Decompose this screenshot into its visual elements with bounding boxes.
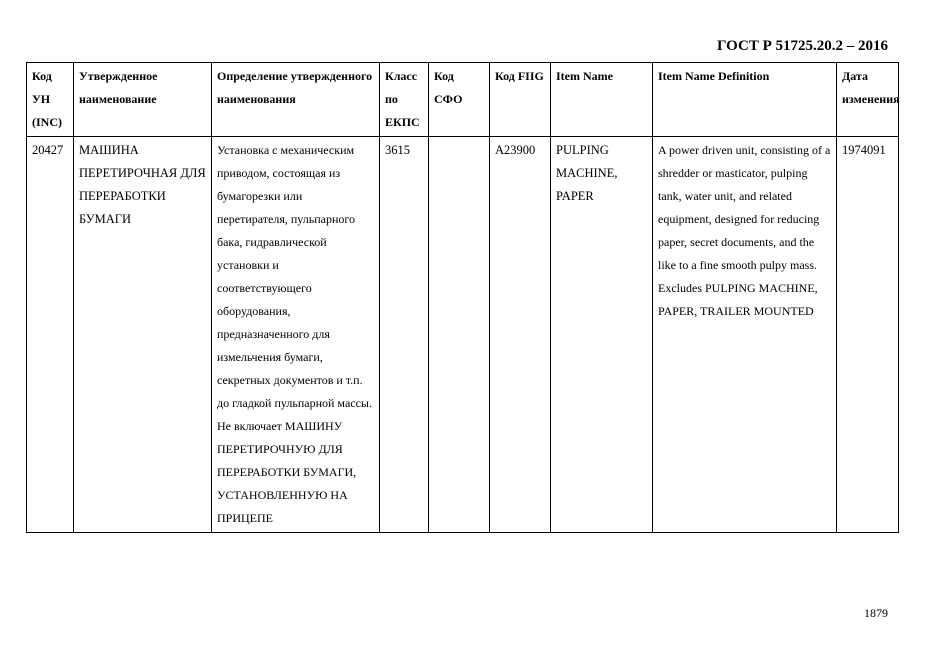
column-header-date: Дата изменения: [837, 63, 899, 137]
table-row: [27, 137, 899, 533]
column-header-item-definition: Item Name Definition: [653, 63, 837, 137]
column-header-name: Утвержденное наименование: [74, 63, 212, 137]
document-standard-header: ГОСТ Р 51725.20.2 – 2016: [716, 38, 888, 54]
table-header-row: [27, 63, 899, 137]
column-header-ekps: Класс по ЕКПС: [380, 63, 429, 137]
cell-sfo-code: [429, 137, 490, 533]
catalog-table: [26, 62, 899, 533]
column-header-sfo: Код СФО: [429, 63, 490, 137]
column-header-definition: Определение утвержденного наименования: [212, 63, 380, 137]
cell-fiig-code: A23900: [490, 137, 551, 533]
cell-approved-name: МАШИНА ПЕРЕТИРОЧНАЯ ДЛЯ ПЕРЕРАБОТКИ БУМАГИ: [74, 137, 212, 533]
cell-definition: Установка с механическим приводом, состоящая из бумагорезки или перетирателя, пульпарного бака, гидравлической установки и соответствующего оборудования, предназначенного для измельчения бумаги, секретных документов и т.п. до гладкой пульпарной массы. Не включает МАШИНУ ПЕРЕТИРОЧНУЮ ДЛЯ ПЕРЕРАБОТКИ БУМАГИ, УСТАНОВЛЕННУЮ НА ПРИЦЕПЕ: [212, 137, 380, 533]
column-header-fiig: Код FIIG: [490, 63, 551, 137]
column-header-inc: Код УН (INC): [27, 63, 74, 137]
cell-item-name-definition: A power driven unit, consisting of a shredder or masticator, pulping tank, water unit, and related equipment, designed for reducing paper, secret documents, and the like to a fine smooth pulpy mass. Excludes PULPING MACHINE, PAPER, TRAILER MOUNTED: [653, 137, 837, 533]
cell-item-name: PULPING MACHINE, PAPER: [551, 137, 653, 533]
page-number: 1879: [864, 606, 888, 620]
cell-ekps-class: 3615: [380, 137, 429, 533]
cell-inc: 20427: [27, 137, 74, 533]
cell-change-date: 1974091: [837, 137, 899, 533]
column-header-item-name: Item Name: [551, 63, 653, 137]
